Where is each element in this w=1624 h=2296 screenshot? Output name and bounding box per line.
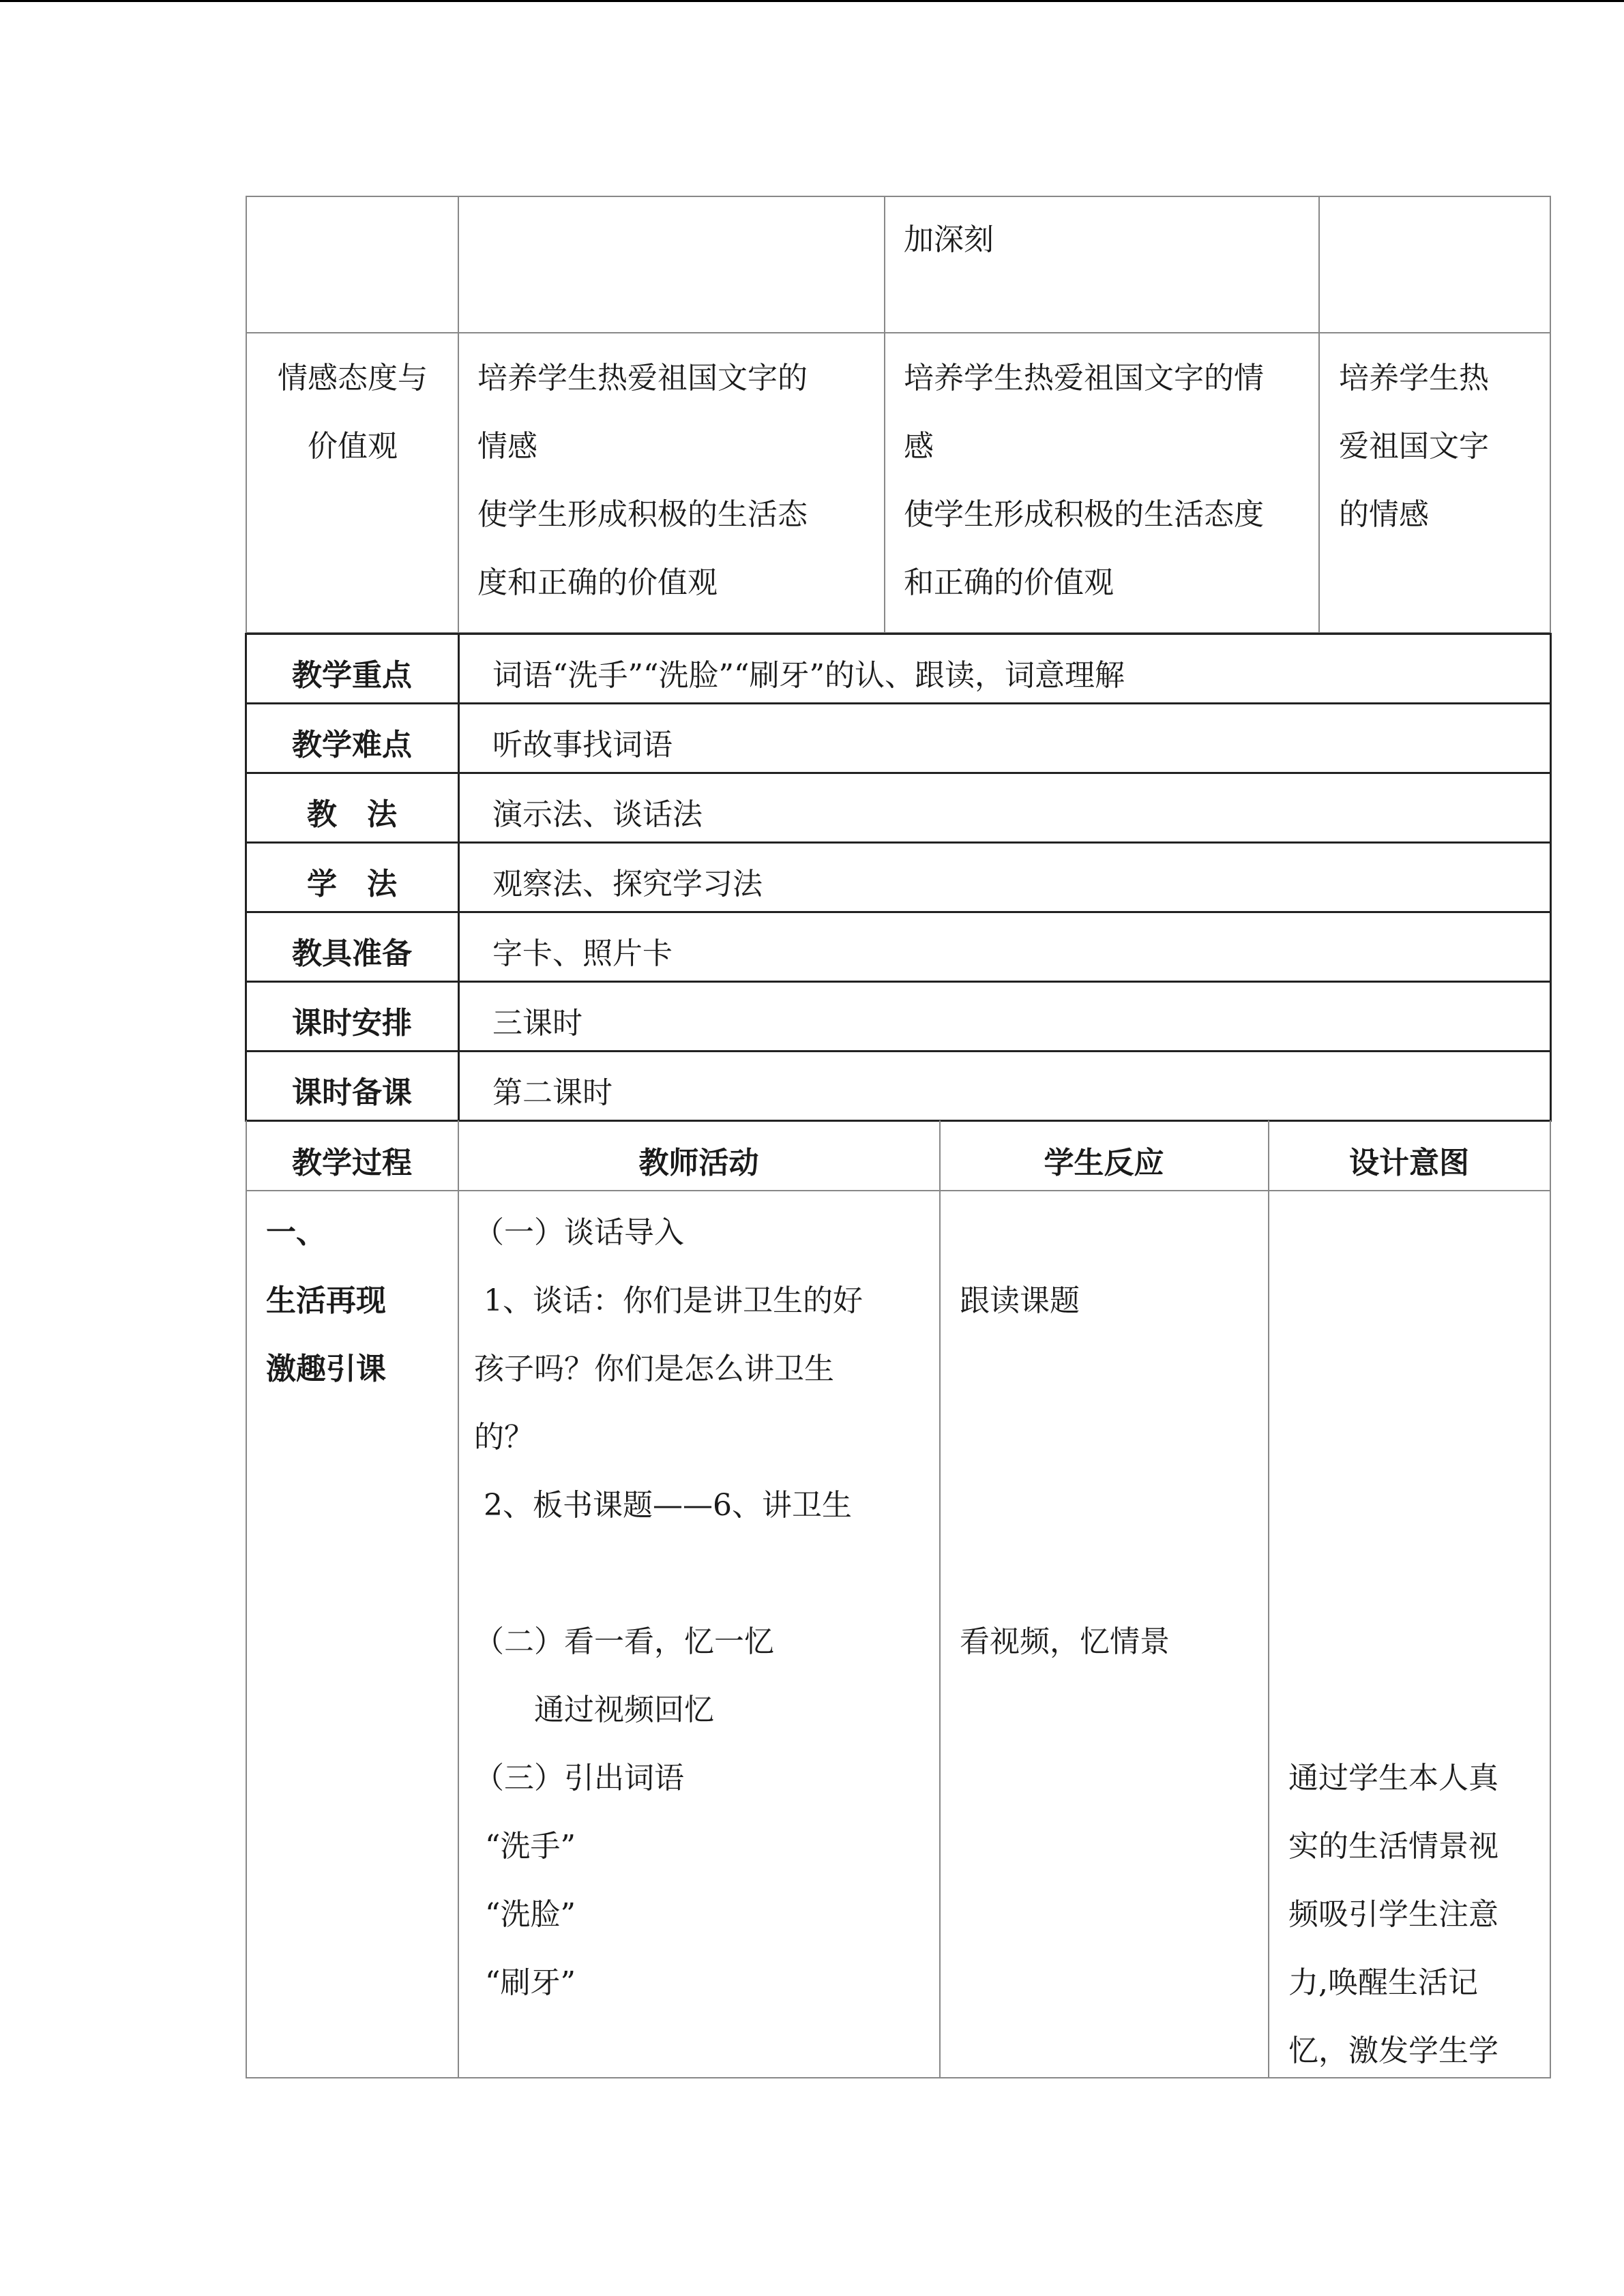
emotion-col4-line: 培养学生热 — [1339, 361, 1489, 396]
info-value-schedule: 三课时 — [492, 1006, 582, 1041]
emotion-col2-line: 使学生形成积极的生活态 — [477, 497, 808, 532]
emotion-col4 — [1339, 344, 1489, 549]
intent-line — [1288, 1335, 1498, 1403]
info-right-border — [1550, 633, 1552, 1122]
upper-col-divider-2 — [884, 196, 885, 633]
emotion-label-line: 情感态度与 — [278, 361, 428, 396]
process-header-intent: 设计意图 — [1349, 1146, 1469, 1180]
intent-line — [1288, 1472, 1498, 1540]
process-design-intent — [1288, 1199, 1498, 2085]
process-stage-line: 一、 — [266, 1215, 326, 1250]
student-line — [960, 1403, 1170, 1472]
top-rule — [0, 0, 1624, 2]
info-value-lesson: 第二课时 — [492, 1075, 612, 1110]
info-label-teaching-method: 教 法 — [307, 797, 397, 832]
teacher-line: “刷牙” — [485, 1965, 576, 2000]
process-student-response — [960, 1199, 1170, 1676]
intent-line — [1288, 1676, 1498, 1744]
teacher-line: 的？ — [474, 1420, 534, 1455]
teacher-line: “洗脸” — [485, 1897, 576, 1932]
intent-line — [1288, 1199, 1498, 1267]
teacher-line: （二）看一看，忆一忆 — [474, 1624, 774, 1659]
info-value-materials: 字卡、照片卡 — [492, 936, 673, 971]
info-label-materials: 教具准备 — [292, 936, 412, 971]
teacher-line: “洗手” — [485, 1829, 576, 1864]
info-value-teaching-method: 演示法、谈话法 — [492, 797, 703, 832]
emotion-col3-line: 感 — [904, 429, 934, 464]
process-stage — [266, 1199, 386, 1403]
process-right-border — [1550, 1120, 1551, 2078]
intent-line — [1288, 1608, 1498, 1676]
intent-line: 力,唤醒生活记 — [1288, 1965, 1478, 2000]
process-stage-line: 激趣引课 — [266, 1352, 386, 1386]
emotion-col3-line: 培养学生热爱祖国文字的情 — [904, 361, 1264, 396]
emotion-col3-line: 和正确的价值观 — [904, 565, 1114, 600]
teacher-line — [474, 1540, 863, 1608]
teacher-line: 1、谈话：你们是讲卫生的好 — [474, 1283, 863, 1318]
process-teacher-activity — [474, 1199, 863, 2017]
process-left-border — [246, 1120, 247, 2078]
info-row-border — [245, 633, 1552, 635]
student-line — [960, 1472, 1170, 1540]
emotion-col4-line: 爱祖国文字 — [1339, 429, 1489, 464]
student-line — [960, 1335, 1170, 1403]
emotion-label-line: 价值观 — [308, 429, 398, 464]
emotion-label — [254, 344, 452, 481]
teacher-line: （三）引出词语 — [474, 1761, 684, 1795]
upper-table-row-divider — [246, 332, 1551, 333]
emotion-col3-line: 使学生形成积极的生活态度 — [904, 497, 1264, 532]
teacher-line: 2、板书课题——6、讲卫生 — [474, 1488, 852, 1523]
emotion-col4-line: 的情感 — [1339, 497, 1429, 532]
upper-col-divider-3 — [1318, 196, 1320, 633]
emotion-col3 — [904, 344, 1264, 617]
student-line: 跟读课题 — [960, 1283, 1080, 1318]
info-value-key-point: 词语“洗手”“洗脸”“刷牙”的认、跟读，词意理解 — [492, 658, 1125, 693]
info-label-schedule: 课时安排 — [292, 1006, 412, 1041]
info-value-learning-method: 观察法、探究学习法 — [492, 867, 763, 901]
teacher-line: 孩子吗？你们是怎么讲卫生 — [474, 1352, 834, 1386]
intent-line: 实的生活情景视 — [1288, 1829, 1498, 1864]
intent-line — [1288, 1403, 1498, 1472]
intent-line — [1288, 1267, 1498, 1335]
teacher-line: 通过视频回忆 — [474, 1693, 714, 1727]
intent-line: 通过学生本人真 — [1288, 1761, 1498, 1795]
intent-line — [1288, 1540, 1498, 1608]
process-col-divider-3 — [1268, 1120, 1269, 2078]
process-stage-line: 生活再现 — [266, 1283, 386, 1318]
upper-col-divider-1 — [458, 196, 459, 633]
emotion-col2-line: 度和正确的价值观 — [477, 565, 718, 600]
info-label-difficulty: 教学难点 — [292, 728, 412, 762]
emotion-col2-line: 培养学生热爱祖国文字的 — [477, 361, 808, 396]
process-col-divider-2 — [939, 1120, 941, 2078]
process-header-stage: 教学过程 — [292, 1146, 412, 1180]
info-label-lesson: 课时备课 — [292, 1075, 412, 1110]
student-line — [960, 1540, 1170, 1608]
continuation-col3-text: 加深刻 — [904, 222, 994, 257]
emotion-col2 — [477, 344, 808, 617]
intent-line: 频吸引学生注意 — [1288, 1897, 1498, 1932]
info-label-learning-method: 学 法 — [307, 867, 397, 901]
emotion-col2-line: 情感 — [477, 429, 537, 464]
process-header-teacher: 教师活动 — [638, 1146, 759, 1180]
teacher-line: （一）谈话导入 — [474, 1215, 684, 1250]
info-value-difficulty: 听故事找词语 — [492, 728, 673, 762]
intent-line: 忆，激发学生学 — [1288, 2033, 1498, 2068]
student-line — [960, 1199, 1170, 1267]
info-label-divider — [458, 633, 460, 1122]
student-line: 看视频，忆情景 — [960, 1624, 1170, 1659]
process-col-divider-1 — [458, 1120, 459, 2078]
info-label-key-point: 教学重点 — [292, 658, 412, 693]
process-header-student: 学生反应 — [1044, 1146, 1164, 1180]
